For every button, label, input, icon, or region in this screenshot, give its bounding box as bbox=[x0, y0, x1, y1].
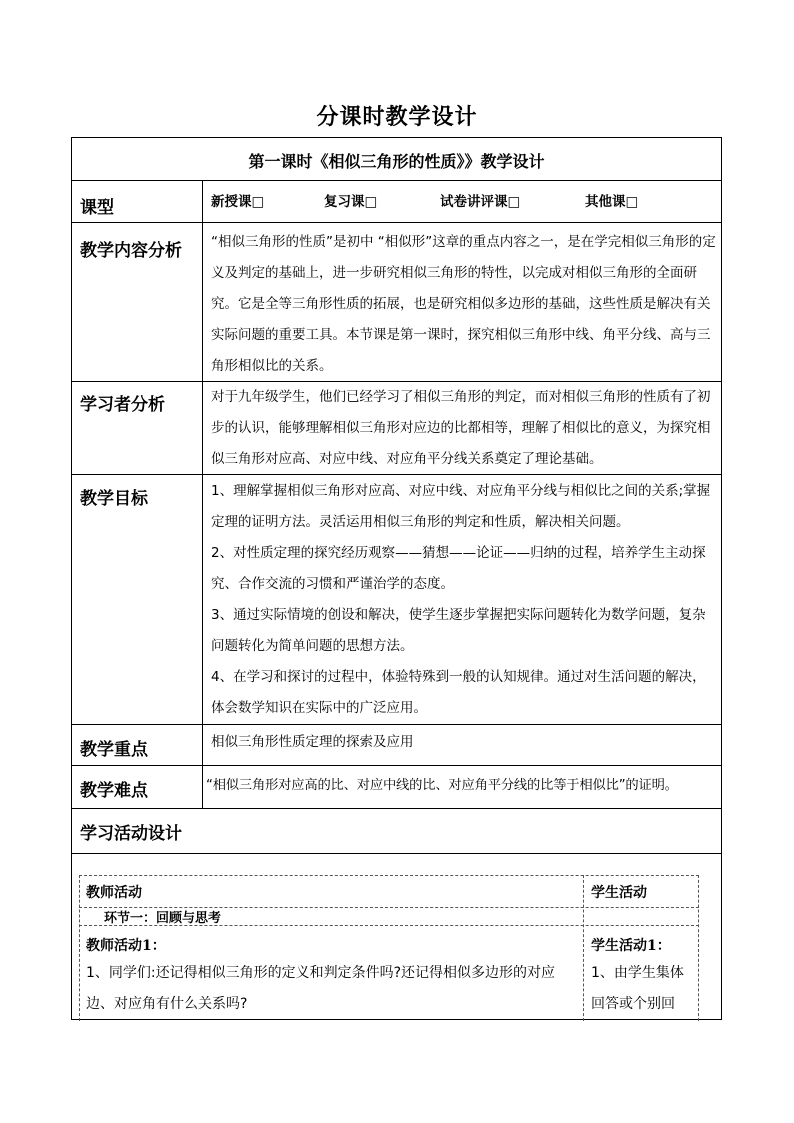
teacher-activity-header: 教师活动 bbox=[86, 885, 142, 901]
row-divider bbox=[72, 724, 721, 725]
option-review-lesson: 复习课□ bbox=[324, 194, 378, 210]
student-activity-text: 1、由学生集体回答或个别回 bbox=[591, 965, 684, 1012]
goal-item: 1、理解掌握相似三角形对应高、对应中线、对应角平分线与相似比之间的关系;掌握定理的证明方法。灵活运用相似三角形的判定和性质，解决相关问题。 bbox=[211, 483, 711, 530]
row-divider bbox=[79, 875, 699, 876]
activity-design-label: 学习活动设计 bbox=[80, 824, 182, 844]
teaching-goals-list bbox=[211, 476, 717, 724]
row-divider bbox=[72, 222, 721, 223]
content-analysis-text: “相似三角形的性质”是初中 “相似形”这章的重点内容之一，是在学完相似三角形的定义及判定的基础上，进一步研究相似三角形的特性，以完成对相似三角形的全面研究。它是全等三角形性质的拓展，也是研究相似多边形的基础，这些性质是解决有关实际问题的重要工具。本节课是第一课时，探究相似三角形中线、角平分线、高与三角形相似比的关系。 bbox=[211, 234, 716, 374]
column-divider bbox=[583, 875, 584, 1021]
goal-item: 4、在学习和探讨的过程中，体验特殊到一般的认知规律。通过对生活问题的解决，体会数学知识在实际中的广泛应用。 bbox=[211, 669, 706, 716]
section-title: 环节一：回顾与思考 bbox=[104, 911, 222, 926]
activity-table bbox=[79, 875, 699, 1021]
row-divider bbox=[72, 180, 721, 181]
content-analysis-label: 教学内容分析 bbox=[80, 241, 182, 261]
difficulty-label: 教学难点 bbox=[80, 781, 148, 801]
key-point-text: 相似三角形性质定理的探索及应用 bbox=[211, 734, 414, 750]
goal-item: 2、对性质定理的探究经历观察——猜想——论证——归纳的过程，培养学生主动探究、合作交流的习惯和严谨治学的态度。 bbox=[211, 545, 706, 592]
option-other-lesson: 其他课□ bbox=[585, 194, 639, 210]
page-title: 分课时教学设计 bbox=[316, 104, 478, 130]
option-exam-review-lesson: 试卷讲评课□ bbox=[440, 194, 521, 210]
key-point-label: 教学重点 bbox=[80, 740, 148, 760]
row-divider bbox=[72, 853, 721, 854]
teacher-activity-text: 1、同学们:还记得相似三角形的定义和判定条件吗?还记得相似多边形的对应边、对应角有什么关系吗? bbox=[86, 965, 556, 1012]
student-activity-label: 学生活动1： bbox=[591, 938, 671, 954]
teacher-activity-label: 教师活动1： bbox=[86, 938, 166, 954]
course-type-label: 课型 bbox=[80, 198, 114, 218]
learner-analysis-label: 学习者分析 bbox=[80, 395, 165, 415]
option-new-lesson: 新授课□ bbox=[211, 194, 265, 210]
learner-analysis-text: 对于九年级学生，他们已经学习了相似三角形的判定，而对相似三角形的性质有了初步的认识，能够理解相似三角形对应边的比都相等，理解了相似比的意义，为探究相似三角形对应高、对应中线、对应角平分线关系奠定了理论基础。 bbox=[211, 389, 711, 467]
lesson-title: 第一课时《相似三角形的性质》》教学设计 bbox=[248, 152, 545, 171]
row-divider bbox=[72, 765, 721, 766]
student-activity-header: 学生活动 bbox=[591, 885, 647, 901]
difficulty-text: “相似三角形对应高的比、对应中线的比、对应角平分线的比等于相似比”的证明。 bbox=[206, 778, 678, 793]
column-divider bbox=[202, 180, 203, 808]
row-divider bbox=[72, 808, 721, 809]
goal-item: 3、通过实际情境的创设和解决，使学生逐步掌握把实际问题转化为数学问题，复杂问题转化为简单问题的思想方法。 bbox=[211, 607, 706, 654]
lesson-plan-table bbox=[71, 137, 722, 1020]
teaching-goals-label: 教学目标 bbox=[80, 489, 148, 509]
